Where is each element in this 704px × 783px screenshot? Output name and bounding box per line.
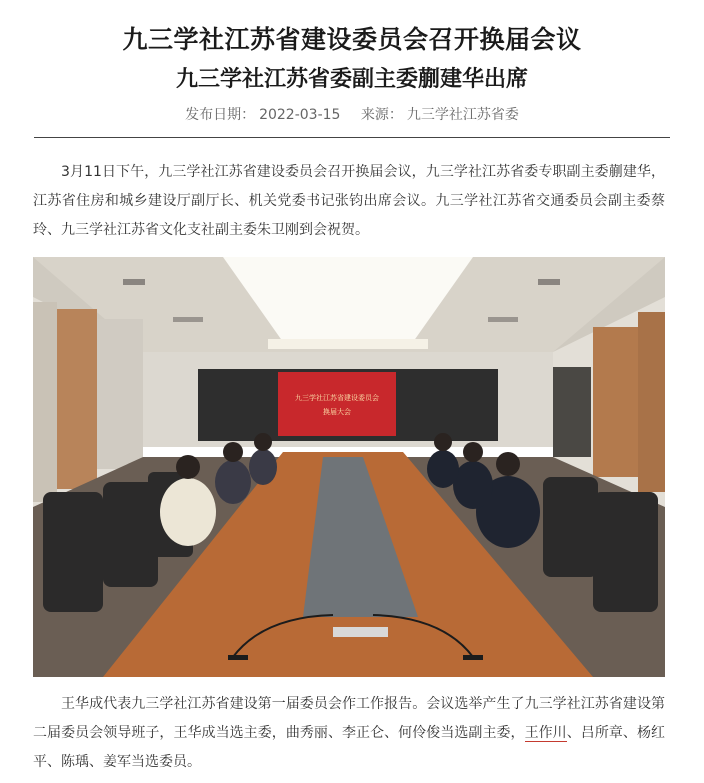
date-label: 发布日期： [185, 107, 256, 123]
title-divider [34, 137, 670, 138]
article-title: 九三学社江苏省建设委员会召开换届会议 [122, 25, 582, 54]
article-meta [0, 104, 704, 124]
article-paragraph-1: 3月11日下午，九三学社江苏省建设委员会召开换届会议，九三学社江苏省委专职副主委蒯建华，江苏省住房和城乡建设厅副厅长、机关党委书记张钧出席会议。九三学社江苏省交通委员会副主委蔡玲、九三学社江苏省文化支社副主委朱卫刚到会祝贺。 [33, 164, 665, 238]
article-subtitle: 九三学社江苏省委副主委蒯建华出席 [175, 67, 528, 92]
meeting-photo [33, 257, 665, 677]
screen-subtitle-text: 换届大会 [323, 408, 351, 416]
paragraph-2-suffix: 、吕所章、杨红平、陈瑀、姜军当选委员。 [33, 725, 666, 770]
source-label: 来源： [360, 107, 403, 123]
article-paragraph-2 [33, 690, 665, 777]
underlined-name: 王作川 [524, 725, 567, 741]
paragraph-2-prefix: 王华成代表九三学社江苏省建设第一届委员会作工作报告。会议选举产生了九三学社江苏省建设第二届委员会领导班子，王华成当选主委，曲秀丽、李正仑、何伶俊当选副主委， [33, 696, 665, 741]
publish-date: 2022-03-15 [259, 107, 341, 123]
source-name: 九三学社江苏省委 [406, 107, 519, 123]
screen-title-text: 九三学社江苏省建设委员会 [295, 394, 379, 402]
